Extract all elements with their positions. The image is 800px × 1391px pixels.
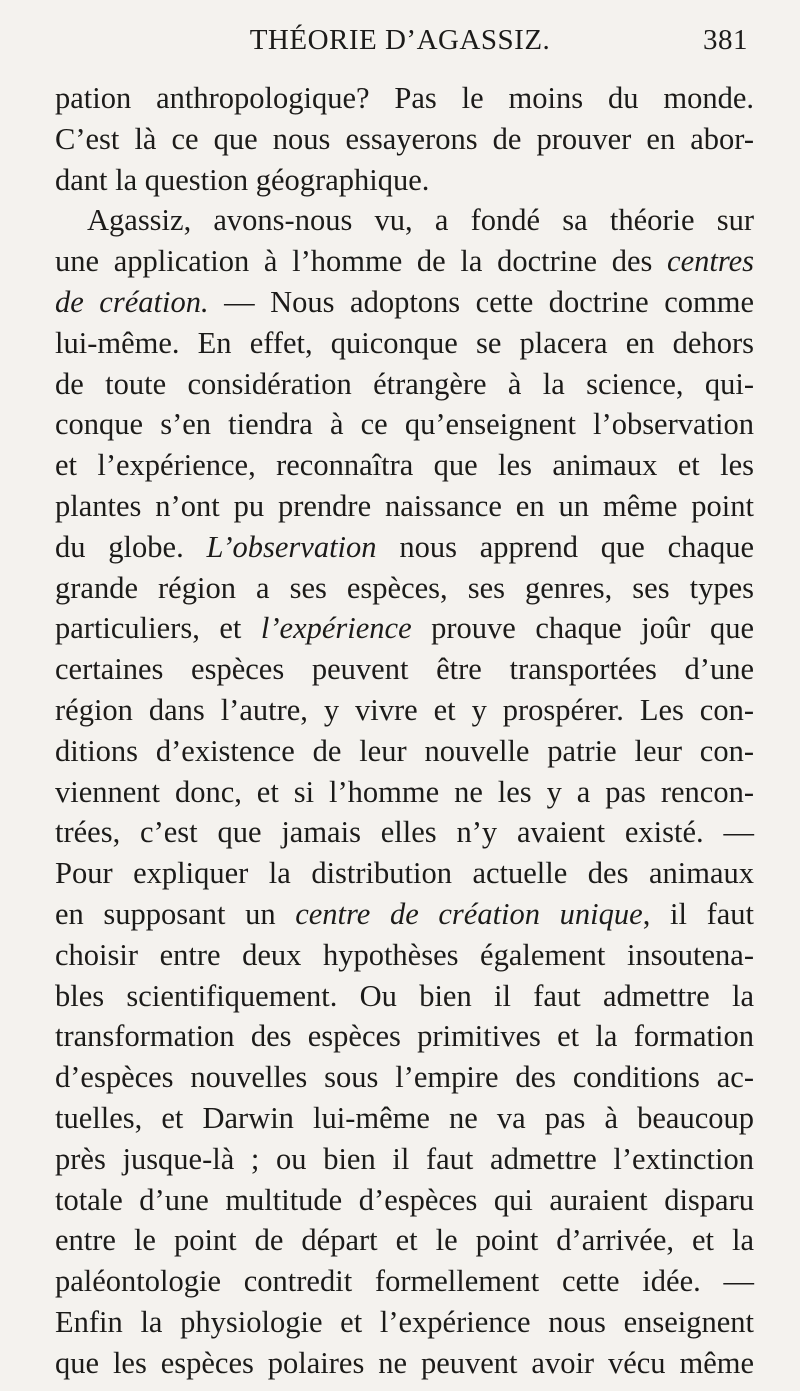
text-segment: une application à l’homme de la doctrine des bbox=[55, 244, 668, 279]
text-segment: particuliers, et bbox=[55, 611, 261, 646]
text-segment: certaines espèces peuvent être transportées d’une bbox=[55, 652, 754, 687]
text-line bbox=[55, 608, 754, 649]
text-line bbox=[55, 731, 754, 772]
body-text bbox=[55, 78, 754, 1384]
text-line bbox=[55, 1139, 754, 1180]
text-line bbox=[55, 282, 754, 323]
text-line bbox=[55, 812, 754, 853]
text-segment: C’est là ce que nous essayerons de prouver en abor- bbox=[55, 121, 754, 156]
text-segment: viennent donc, et si l’homme ne les y a pas rencon- bbox=[55, 774, 754, 809]
text-segment: paléontologie contredit formellement cette idée. — bbox=[55, 1264, 754, 1299]
text-segment: Pour expliquer la distribution actuelle des animaux bbox=[55, 856, 754, 891]
text-line bbox=[55, 935, 754, 976]
text-line bbox=[55, 200, 754, 241]
page-number: 381 bbox=[703, 24, 748, 56]
text-line bbox=[55, 1261, 754, 1302]
text-line bbox=[55, 78, 754, 119]
text-line bbox=[55, 649, 754, 690]
text-segment: pation anthropologique? Pas le moins du monde. bbox=[55, 81, 754, 115]
text-line bbox=[55, 1302, 754, 1343]
running-header bbox=[52, 14, 748, 60]
text-line bbox=[55, 1220, 754, 1261]
text-segment: tuelles, et Darwin lui-même ne va pas à beaucoup bbox=[55, 1100, 754, 1135]
text-segment: Enfin la physiologie et l’expérience nous enseignent bbox=[55, 1304, 754, 1339]
text-segment: lui-même. En effet, quiconque se placera en dehors bbox=[55, 325, 754, 360]
text-segment: que les espèces polaires ne peuvent avoir vécu même bbox=[55, 1345, 754, 1380]
italic-text: de création. bbox=[55, 284, 209, 319]
text-segment: région dans l’autre, y vivre et y prospérer. Les con- bbox=[55, 692, 754, 727]
text-segment: ditions d’existence de leur nouvelle patrie leur con- bbox=[55, 733, 754, 768]
italic-text: centres bbox=[667, 244, 754, 279]
text-segment: dant la question géographique. bbox=[55, 162, 430, 197]
text-line bbox=[55, 1098, 754, 1139]
text-line bbox=[55, 772, 754, 813]
text-segment: nous apprend que chaque bbox=[376, 529, 754, 564]
text-segment: conque s’en tiendra à ce qu’enseignent l’observation bbox=[55, 407, 754, 442]
text-line bbox=[55, 1057, 754, 1098]
text-segment: — Nous adoptons cette doctrine comme bbox=[208, 284, 754, 319]
text-segment: bles scientifiquement. Ou bien il faut admettre la bbox=[55, 978, 754, 1013]
text-line bbox=[55, 241, 754, 282]
text-line bbox=[55, 894, 754, 935]
italic-text: L’observation bbox=[206, 529, 377, 564]
text-segment: trées, c’est que jamais elles n’y avaient existé. — bbox=[55, 815, 754, 850]
text-line bbox=[55, 445, 754, 486]
text-segment: totale d’une multitude d’espèces qui auraient disparu bbox=[55, 1182, 754, 1217]
text-line bbox=[55, 853, 754, 894]
text-line bbox=[55, 976, 754, 1017]
text-line bbox=[55, 690, 754, 731]
text-segment: choisir entre deux hypothèses également insoutena- bbox=[55, 937, 754, 972]
text-line bbox=[55, 1016, 754, 1057]
text-line bbox=[55, 1343, 754, 1384]
text-line bbox=[55, 486, 754, 527]
text-segment: plantes n’ont pu prendre naissance en un même point bbox=[55, 488, 754, 523]
italic-text: l’expérience bbox=[260, 611, 412, 646]
text-segment: près jusque-là ; ou bien il faut admettre l’extinction bbox=[55, 1141, 754, 1176]
text-line bbox=[55, 568, 754, 609]
text-line bbox=[55, 160, 754, 201]
text-segment: prouve chaque joûr que bbox=[411, 611, 754, 646]
text-segment: du globe. bbox=[55, 529, 207, 564]
text-segment: de toute considération étrangère à la science, qui- bbox=[55, 366, 754, 401]
text-line bbox=[55, 323, 754, 364]
text-line bbox=[55, 119, 754, 160]
text-segment: transformation des espèces primitives et la formation bbox=[55, 1019, 754, 1054]
italic-text: centre de création unique bbox=[295, 896, 643, 931]
text-segment: Agassiz, avons-nous vu, a fondé sa théorie sur bbox=[87, 203, 754, 238]
text-line bbox=[55, 1180, 754, 1221]
text-segment: entre le point de départ et le point d’arrivée, et la bbox=[55, 1223, 754, 1258]
text-segment: et l’expérience, reconnaîtra que les animaux et les bbox=[55, 448, 754, 483]
text-line bbox=[55, 364, 754, 405]
text-line bbox=[55, 527, 754, 568]
text-segment: en supposant un bbox=[55, 896, 296, 931]
text-segment: , il faut bbox=[642, 896, 754, 931]
text-line bbox=[55, 404, 754, 445]
text-segment: d’espèces nouvelles sous l’empire des conditions ac- bbox=[55, 1060, 754, 1095]
text-segment: grande région a ses espèces, ses genres, ses types bbox=[55, 570, 754, 605]
running-title: THÉORIE D’AGASSIZ. bbox=[249, 24, 551, 56]
